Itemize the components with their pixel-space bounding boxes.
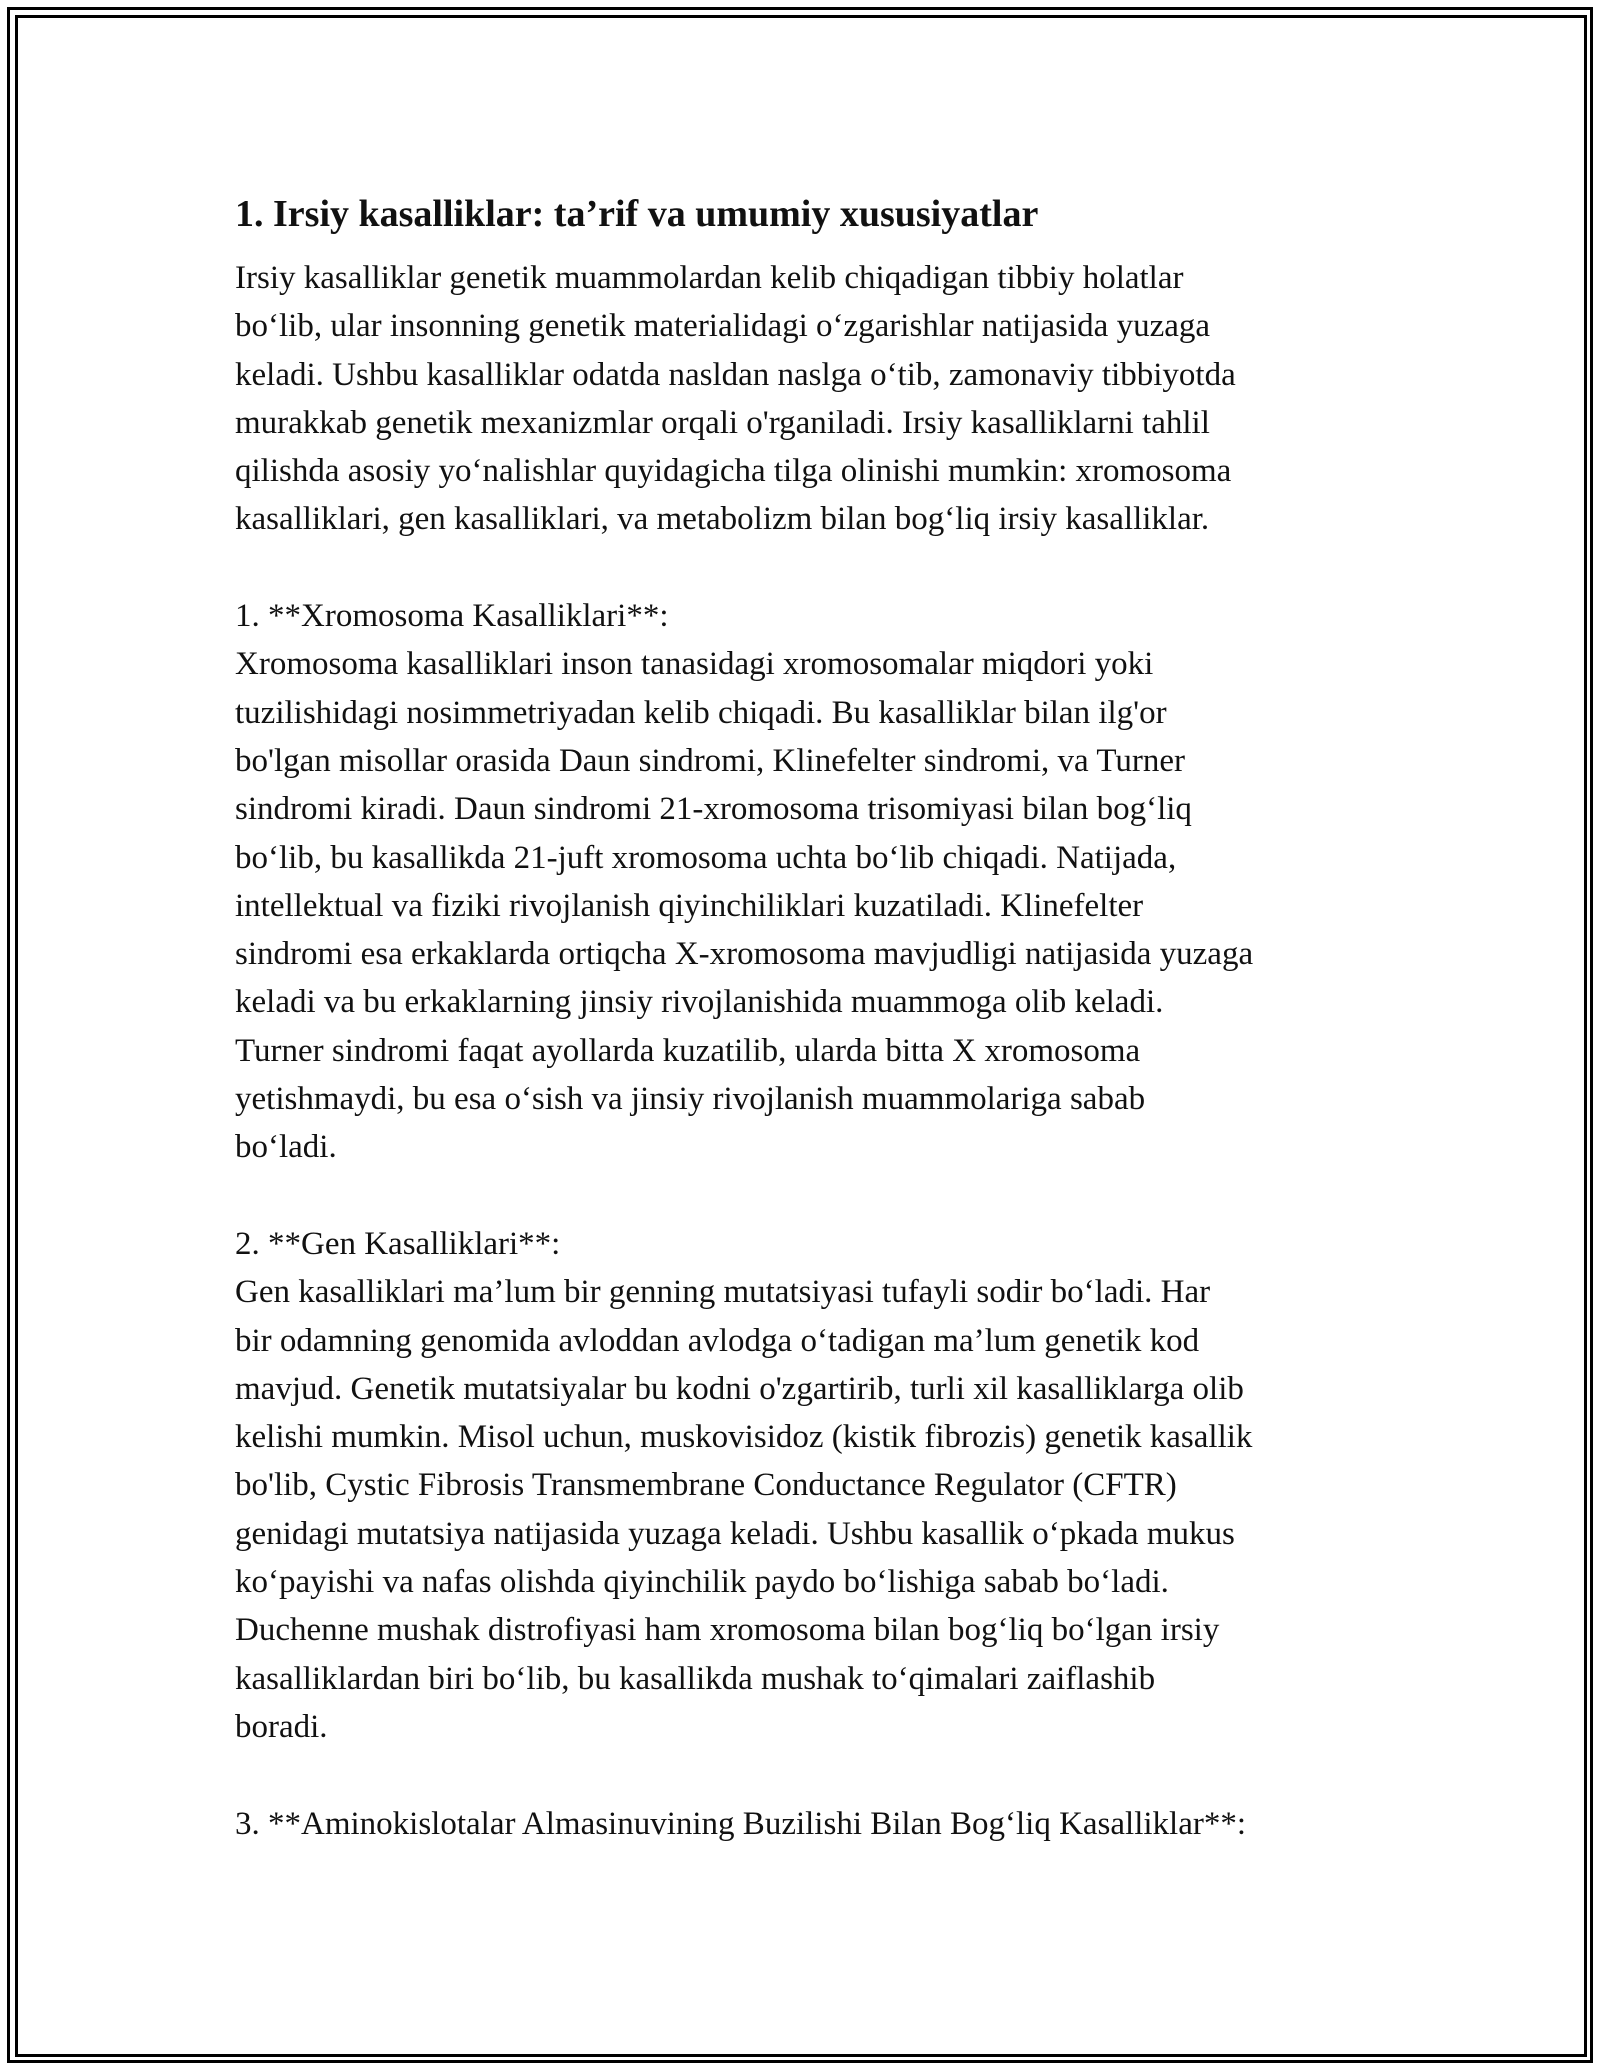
paragraph-gap <box>235 1172 1385 1220</box>
subsection-title-aminoacid: 3. **Aminokislotalar Almasinuvining Buzilishi Bilan Bog‘liq Kasalliklar**: <box>235 1805 1247 1842</box>
subsection-title-chromosome: 1. **Xromosoma Kasalliklari**: <box>235 598 669 635</box>
subsection-title-gene: 2. **Gen Kasalliklari**: <box>235 1225 561 1262</box>
paragraph-gap <box>235 544 1385 592</box>
paragraph-gap <box>235 1751 1385 1799</box>
subsection-body-chromosome: Xromosoma kasalliklari inson tanasidagi xromosomalar miqdori yoki tuzilishidagi nosimmetriyadan kelib chiqadi. Bu kasalliklar bilan ilg'or bo'lgan misollar orasida Daun sindromi, Klinefelter sindromi, va Turner sindromi kiradi. Daun sindromi 21-xromosoma trisomiyasi bilan bog‘liq bo‘lib, bu kasallikda 21-juft xromosoma uchta bo‘lib chiqadi. Natijada, intellektual va fiziki rivojlanish qiyinchiliklari kuzatiladi. Klinefelter sindromi esa erkaklarda ortiqcha X-xromosoma mavjudligi natijasida yuzaga keladi va bu erkaklarning jinsiy rivojlanishida muammoga olib keladi. Turner sindromi faqat ayollarda kuzatilib, ularda bitta X xromosoma yetishmaydi, bu esa o‘sish va jinsiy rivojlanish muammolariga sabab bo‘ladi. <box>235 646 1254 1166</box>
subsection-body-gene: Gen kasalliklari ma’lum bir genning mutatsiyasi tufayli sodir bo‘ladi. Har bir odamning genomida avloddan avlodga o‘tadigan ma’lum genetik kod mavjud. Genetik mutatsiyalar bu kodni o'zgartirib, turli xil kasalliklarga olib kelishi mumkin. Misol uchun, muskovisidoz (kistik fibrozis) genetik kasallik bo'lib, Cystic Fibrosis Transmembrane Conductance Regulator (CFTR) genidagi mutatsiya natijasida yuzaga keladi. Ushbu kasallik o‘pkada mukus ko‘payishi va nafas olishda qiyinchilik paydo bo‘lishiga sabab bo‘ladi. Duchenne mushak distrofiyasi ham xromosoma bilan bog‘liq bo‘lgan irsiy kasalliklardan biri bo‘lib, bu kasallikda mushak to‘qimalari zaiflashib boradi. <box>235 1274 1253 1745</box>
section-heading: 1. Irsiy kasalliklar: ta’rif va umumiy xususiyatlar <box>235 193 1039 235</box>
document-body <box>235 186 1385 1848</box>
intro-paragraph: Irsiy kasalliklar genetik muammolardan kelib chiqadigan tibbiy holatlar bo‘lib, ular insonning genetik materialidagi o‘zgarishlar natijasida yuzaga keladi. Ushbu kasalliklar odatda nasldan naslga o‘tib, zamonaviy tibbiyotda murakkab genetik mexanizmlar orqali o'rganiladi. Irsiy kasalliklarni tahlil qilishda asosiy yo‘nalishlar quyidagicha tilga olinishi mumkin: xromosoma kasalliklari, gen kasalliklari, va metabolizm bilan bog‘liq irsiy kasalliklar. <box>235 260 1236 538</box>
